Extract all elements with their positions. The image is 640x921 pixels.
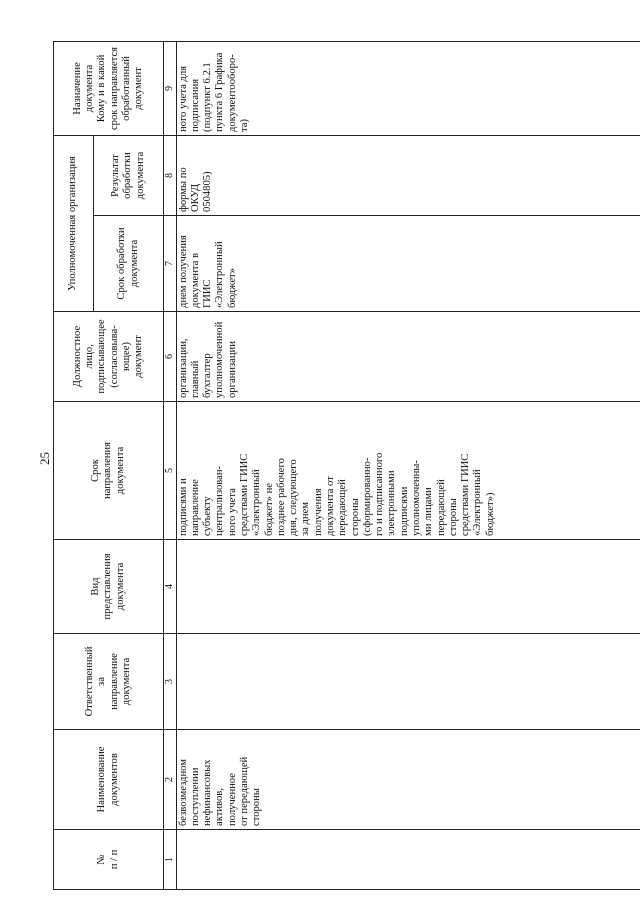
cell-document-purpose: ного учета для подписания (подпункт 6.2.1 пункта 6 Графика документооборо- та) (176, 42, 640, 136)
cell-processing-deadline: днем получения документа в ГИИС «Электронный бюджет» (176, 216, 640, 312)
header-send-deadline: Срок направления документа (54, 402, 164, 540)
header-document-name: Наименование документов (54, 730, 164, 830)
cell-presentation-type (176, 540, 640, 634)
column-number: 9 (164, 42, 177, 136)
column-number: 6 (164, 312, 177, 402)
column-number: 2 (164, 730, 177, 830)
column-number-row (164, 42, 177, 890)
cell-processing-result: формы по ОКУД 0504805) (176, 136, 640, 216)
cell-document-name: безвозмездном поступлении нефинансовых активов, полученное от передающей стороны (176, 730, 640, 830)
cell-responsible (176, 634, 640, 730)
header-number: № п / п (54, 830, 164, 890)
column-number: 1 (164, 830, 177, 890)
column-number: 7 (164, 216, 177, 312)
header-document-purpose: Назначение документа Кому и в какой срок направляется обработанный документ (54, 42, 164, 136)
cell-number (176, 830, 640, 890)
header-authorized-organization: Уполномоченная организация (54, 136, 94, 312)
rotated-table-wrapper (53, 42, 640, 890)
document-flow-table (53, 41, 640, 890)
page-number: 25 (37, 452, 52, 465)
header-processing-deadline: Срок обработки документа (94, 216, 164, 312)
cell-send-deadline: подписями и направление субъекту централизован- ного учета средствами ГИИС «Электронный бюджет» не позднее рабочего дня, следующего за днем получения документа от передающей стороны (сформированно- го и подписанного электронными подписями уполномоченны- ми лицами передающей стороны средствами ГИИС «Электронный бюджет») (176, 402, 640, 540)
cell-signing-official: организации, главный бухгалтер уполномоченной организации (176, 312, 640, 402)
column-number: 3 (164, 634, 177, 730)
column-number: 8 (164, 136, 177, 216)
column-number: 5 (164, 402, 177, 540)
header-signing-official: Должностное лицо, подписывающее (согласовыва- ющее) документ (54, 312, 164, 402)
table-row (176, 42, 640, 890)
header-responsible: Ответственный за направление документа (54, 634, 164, 730)
header-processing-result: Результат обработки документа (94, 136, 164, 216)
header-presentation-type: Вид представления документа (54, 540, 164, 634)
column-number: 4 (164, 540, 177, 634)
